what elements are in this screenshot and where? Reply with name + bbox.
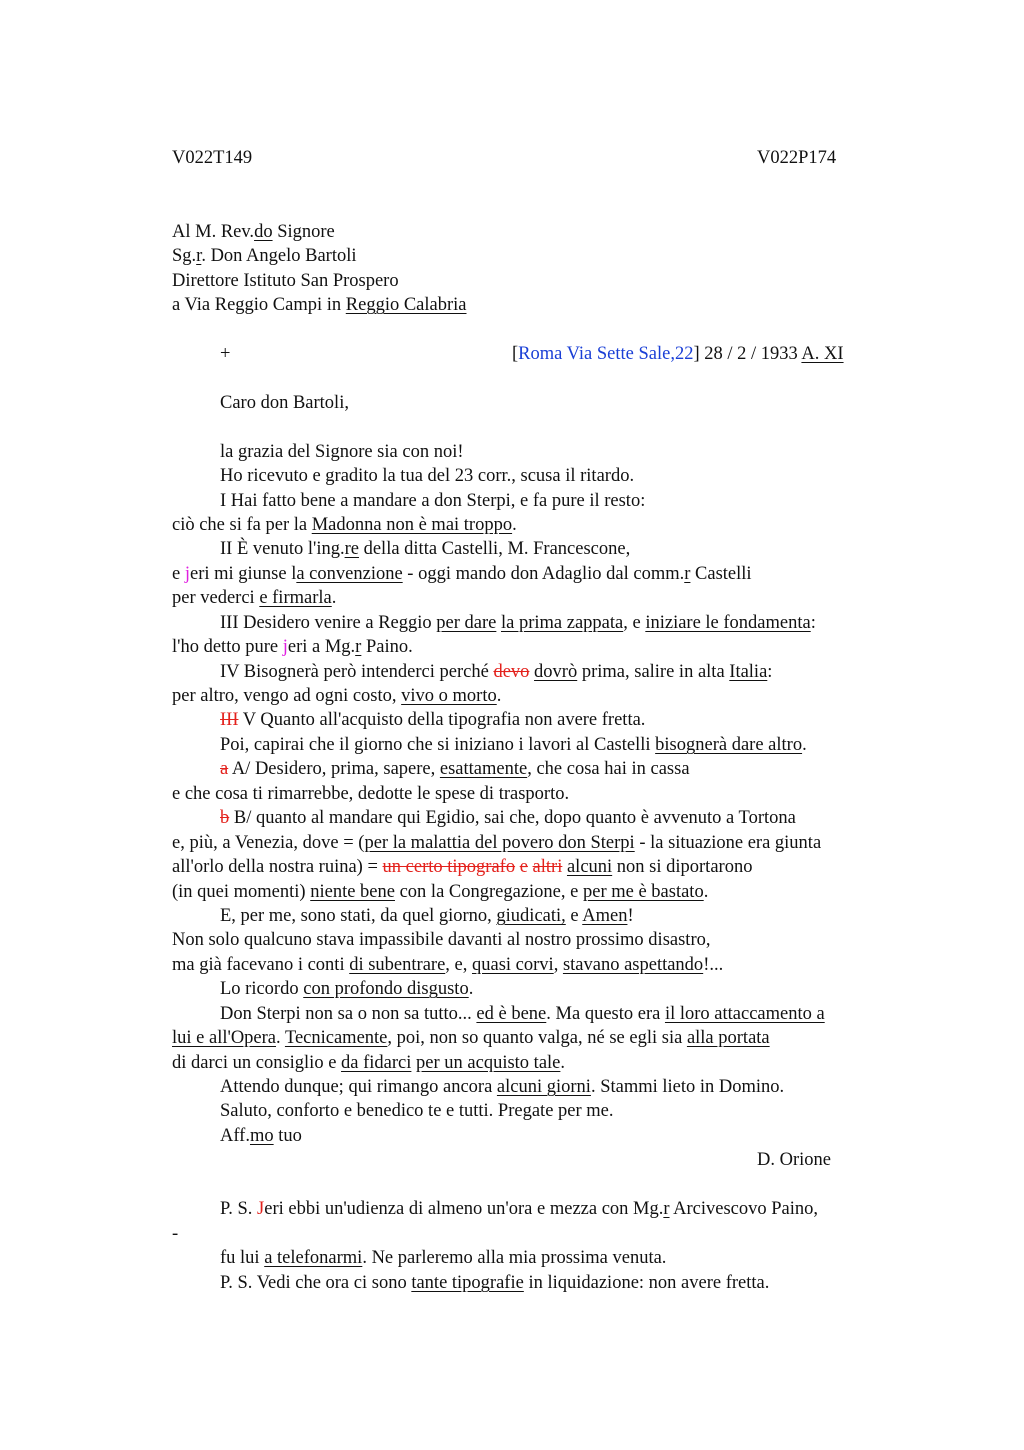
body-line: b B/ quanto al mandare qui Egidio, sai che, dopo quanto è avvenuto a Tortona: [220, 808, 796, 828]
body-line: E, per me, sono stati, da quel giorno, giudicati, e Amen!: [220, 906, 634, 926]
body-line: IV Bisognerà però intenderci perché devo dovrò prima, salire in alta Italia:: [220, 662, 773, 682]
postscript-line: P. S. Jeri ebbi un'udienza di almeno un'ora e mezza con Mg.r Arcivescovo Paino,: [220, 1199, 819, 1219]
address-line-1: Al M. Rev.do Signore: [172, 222, 335, 242]
closing-line: Aff.mo tuo: [220, 1126, 302, 1146]
address-line-4: a Via Reggio Campi in Reggio Calabria: [172, 295, 467, 315]
postscript-line: fu lui a telefonarmi. Ne parleremo alla mia prossima venuta.: [220, 1248, 667, 1268]
body-line: e, più, a Venezia, dove = (per la malattia del povero don Sterpi - la situazione era giunta: [172, 833, 822, 853]
body-line: l'ho detto pure jeri a Mg.r Paino.: [172, 637, 413, 657]
body-line: la grazia del Signore sia con noi!: [220, 442, 464, 462]
body-line: ciò che si fa per la Madonna non è mai troppo.: [172, 515, 517, 535]
body-line: Attendo dunque; qui rimango ancora alcuni giorni. Stammi lieto in Domino.: [220, 1077, 785, 1097]
document-code-right: V022P174: [757, 148, 837, 168]
address-line-3: Direttore Istituto San Prospero: [172, 271, 399, 291]
body-line: III V Quanto all'acquisto della tipografia non avere fretta.: [220, 710, 646, 730]
body-line: Ho ricevuto e gradito la tua del 23 corr., scusa il ritardo.: [220, 466, 635, 486]
body-line: e che cosa ti rimarrebbe, dedotte le spese di trasporto.: [172, 784, 570, 804]
postscript-dash: -: [172, 1224, 179, 1244]
body-line: per vederci e firmarla.: [172, 588, 337, 608]
body-line: Lo ricordo con profondo disgusto.: [220, 979, 474, 999]
body-line: II È venuto l'ing.re della ditta Castelli, M. Francescone,: [220, 539, 631, 559]
body-line: Poi, capirai che il giorno che si iniziano i lavori al Castelli bisognerà dare altro.: [220, 735, 807, 755]
cross-mark: +: [220, 344, 231, 364]
body-line: lui e all'Opera. Tecnicamente, poi, non so quanto valga, né se egli sia alla portata: [172, 1028, 770, 1048]
body-line: all'orlo della nostra ruina) = un certo tipografo e altri alcuni non si diportarono: [172, 857, 753, 877]
salutation: Caro don Bartoli,: [220, 393, 349, 413]
document-code-left: V022T149: [172, 148, 253, 168]
body-line: Saluto, conforto e benedico te e tutti. Pregate per me.: [220, 1101, 614, 1121]
body-line: III Desidero venire a Reggio per dare la prima zappata, e iniziare le fondamenta:: [220, 613, 816, 633]
body-line: I Hai fatto bene a mandare a don Sterpi, e fa pure il resto:: [220, 491, 646, 511]
body-line: e jeri mi giunse la convenzione - oggi mando don Adaglio dal comm.r Castelli: [172, 564, 752, 584]
postscript-line: P. S. Vedi che ora ci sono tante tipografie in liquidazione: non avere fretta.: [220, 1273, 770, 1293]
dateline: [Roma Via Sette Sale,22] 28 / 2 / 1933 A. XI: [512, 344, 844, 364]
body-line: per altro, vengo ad ogni costo, vivo o morto.: [172, 686, 502, 706]
place-name: Roma Via Sette Sale,22: [518, 344, 694, 364]
body-line: di darci un consiglio e da fidarci per un acquisto tale.: [172, 1053, 566, 1073]
body-line: a A/ Desidero, prima, sapere, esattamente, che cosa hai in cassa: [220, 759, 690, 779]
body-line: (in quei momenti) niente bene con la Congregazione, e per me è bastato.: [172, 882, 709, 902]
body-line: ma già facevano i conti di subentrare, e, quasi corvi, stavano aspettando!...: [172, 955, 724, 975]
address-line-2: Sg.r. Don Angelo Bartoli: [172, 246, 357, 266]
signature: D. Orione: [757, 1150, 831, 1170]
body-line: Non solo qualcuno stava impassibile davanti al nostro prossimo disastro,: [172, 930, 711, 950]
body-line: Don Sterpi non sa o non sa tutto... ed è bene. Ma questo era il loro attaccamento a: [220, 1004, 825, 1024]
